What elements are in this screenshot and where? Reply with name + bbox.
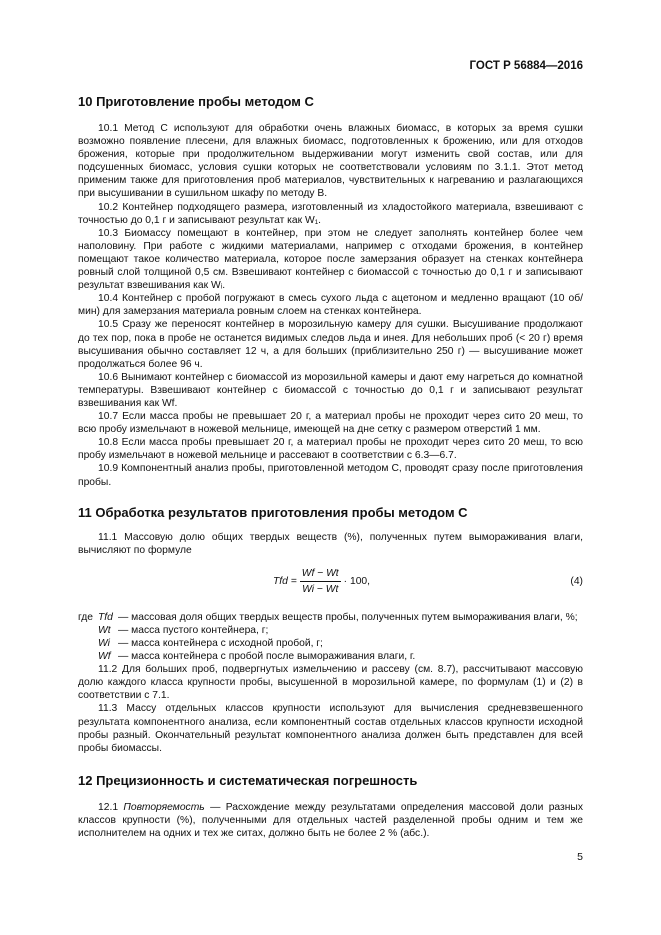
section-12-heading: 12 Прецизионность и систематическая погрешность (78, 772, 418, 788)
paragraph-12-1-number: 12.1 (98, 801, 119, 813)
page-content (78, 90, 583, 840)
paragraph-11-2: 11.2 Для больших проб, подвергнутых измельчению и рассеву (см. 8.7), рассчитывают массовую долю каждого класса крупности пробы, высушенной в морозильной камере, по формулам (1) и (2) в соответствии с 7.1. (78, 664, 583, 702)
paragraph-10-9: 10.9 Компонентный анализ пробы, приготовленной методом С, проводят сразу после приготовления пробы. (78, 463, 583, 488)
formula-lhs: Tfd = (273, 575, 297, 587)
definition-row (78, 611, 583, 624)
definition-symbol: Tfd (98, 611, 113, 623)
formula-fraction (300, 567, 341, 596)
definition-row (78, 650, 583, 663)
formula-denominator: Wi − Wt (302, 583, 339, 595)
definition-lead (78, 650, 98, 663)
paragraph-10-4: 10.4 Контейнер с пробой погружают в смесь сухого льда с ацетоном и медленно вращают (10 об/мин) для замерзания материала ровным слоем на стенках контейнера. (78, 293, 583, 318)
page-number: 5 (577, 851, 583, 863)
formula-tail: · 100, (343, 575, 371, 587)
definition-text: — массовая доля общих твердых веществ пробы, полученных путем вымораживания влаги, %; (118, 611, 578, 623)
definition-text: — масса пустого контейнера, г; (118, 624, 269, 636)
paragraph-10-7: 10.7 Если масса пробы не превышает 20 г, а материал пробы не проходит через сито 20 меш, то всю пробу измельчают в ножевой мельнице, имеющей на дне сетку с размером отверстий 1 мм. (78, 411, 583, 436)
definition-lead (78, 624, 98, 637)
formula-4 (78, 563, 583, 603)
paragraph-10-5: 10.5 Сразу же переносят контейнер в морозильную камеру для сушки. Высушивание продолжают до тех пор, пока в пробе не останется видимых следов льда и инея. Для небольших проб (< 20 г) время высушивания обычно составляет 12 ч, а для больших (приблизительно 250 г) — высушивание может продолжаться более 96 ч. (78, 319, 583, 370)
paragraph-11-3: 11.3 Массу отдельных классов крупности используют для вычисления средневзвешенного результата компонентного анализа, если компонентный состав отдельных классов крупности исходной пробы разный. Окончательный результат компонентного анализа должен быть представлен для всей пробы биомассы. (78, 703, 583, 754)
definition-row (78, 624, 583, 637)
paragraph-11-1: 11.1 Массовую долю общих твердых веществ (%), полученных путем вымораживания влаги, вычисляют по формуле (78, 531, 583, 556)
formula-number: (4) (570, 575, 583, 587)
paragraph-10-3: 10.3 Биомассу помещают в контейнер, при этом не следует заполнять контейнер более чем наполовину. При работе с жидкими материалами, например с отходами брожения, в контейнер помещают такое количество материала, которое после замерзания образует на стенках контейнера ровный слой толщиной 0,5 см. Взвешивают контейнер с биомассой с точностью до 0,1 г и записывают результат взвешивания как Wᵢ. (78, 227, 583, 292)
paragraph-10-2: 10.2 Контейнер подходящего размера, изготовленный из хладостойкого материала, взвешивают с точностью до 0,1 г и записывают результат как W₁. (78, 201, 583, 226)
definition-row (78, 637, 583, 650)
definition-lead: где (78, 611, 94, 623)
definition-symbol: Wt (98, 624, 111, 636)
definition-symbol: Wi (98, 638, 110, 649)
paragraph-10-1: 10.1 Метод С используют для обработки очень влажных биомасс, в которых за время сушки возможно появление плесени, для влажных биомасс, подготовленных к брожению, или для отходов брожения, которые при продолжительном выдерживании могут изменить свой состав, или для подсушенных биомасс, условия сушки которых не соответствовали условиям по 3.1.1. Этот метод применим также для приготовления проб материалов, чувствительных к нагреванию и разлагающихся при высушивании в сушильном шкафу по методу В. (78, 123, 583, 200)
definition-symbol: Wf (98, 651, 111, 663)
formula-body (273, 567, 370, 596)
section-11-heading: 11 Обработка результатов приготовления пробы методом С (78, 504, 468, 520)
definition-lead (78, 637, 98, 650)
paragraph-10-8: 10.8 Если масса пробы превышает 20 г, а материал пробы не проходит через сито 20 меш, то всю пробу измельчают в ножевой мельнице и рассевают в соответствии с 6.3—6.7. (78, 437, 583, 462)
standard-code: ГОСТ Р 56884—2016 (469, 60, 583, 72)
paragraph-10-6: 10.6 Вынимают контейнер с биомассой из морозильной камеры и дают ему нагреться до комнатной температуры. Взвешивают контейнер с биомассой с точностью до 0,1 г и записывают результат взвешивания как Wf. (78, 371, 583, 409)
section-10-heading: 10 Приготовление пробы методом С (78, 94, 314, 109)
definition-text: — масса контейнера с пробой после вымораживания влаги, г. (118, 651, 416, 663)
formula-numerator: Wf − Wt (300, 567, 341, 582)
paragraph-12-1-term: Повторяемость (123, 801, 205, 813)
formula-definitions (78, 611, 583, 663)
paragraph-12-1-text: — Расхождение между результатами определения массовой доли разных классов крупности (%), полученными для отдельных частей разделенной пробы одним и тем же исполнителем на одних и тех же ситах, должно быть не более 2 % (абс.). (78, 801, 583, 840)
definition-text: — масса контейнера с исходной пробой, г; (118, 638, 323, 649)
paragraph-12-1 (78, 801, 583, 840)
